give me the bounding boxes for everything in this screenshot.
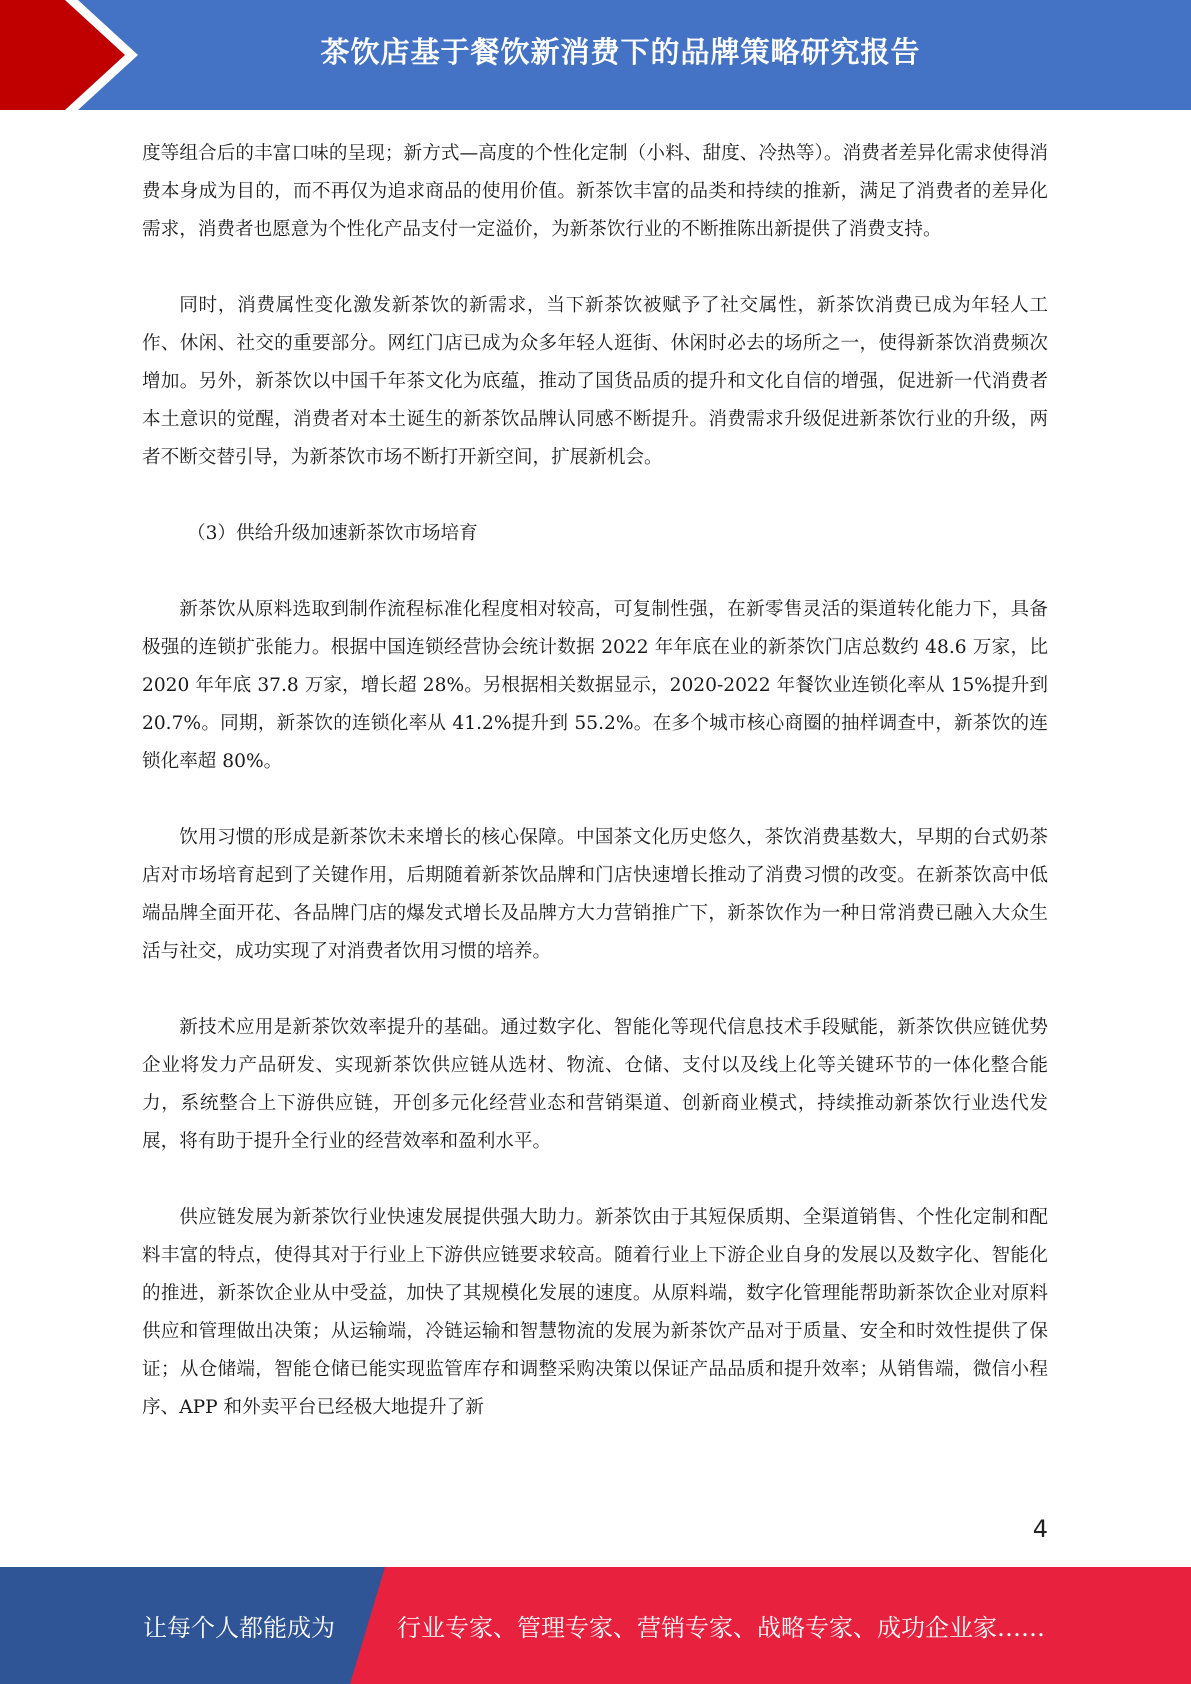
paragraph: 供应链发展为新茶饮行业快速发展提供强大助力。新茶饮由于其短保质期、全渠道销售、个性化定制和配料丰富的特点，使得其对于行业上下游供应链要求较高。随着行业上下游企业自身的发展以及数字化、智能化的推进，新茶饮企业从中受益，加快了其规模化发展的速度。从原料端，数字化管理能帮助新茶饮企业对原料供应和管理做出决策；从运输端，冷链运输和智慧物流的发展为新茶饮产品对于质量、安全和时效性提供了保证；从仓储端，智能仓储已能实现监管库存和调整采购决策以保证产品品质和提升效率；从销售端，微信小程序、APP 和外卖平台已经极大地提升了新 (142, 1207, 1048, 1418)
paragraph: 新茶饮从原料选取到制作流程标准化程度相对较高，可复制性强，在新零售灵活的渠道转化能力下，具备极强的连锁扩张能力。根据中国连锁经营协会统计数据 2022 年年底在业的新茶饮门店总数约 48.6 万家，比 2020 年年底 37.8 万家，增长超 28%。另根据相关数据显示，2020-2022 年餐饮业连锁化率从 15%提升到 20.7%。同期，新茶饮的连锁化率从 41.2%提升到 55.2%。在多个城市核心商圈的抽样调查中，新茶饮的连锁化率超 80%。 (142, 599, 1048, 772)
paragraph: 新技术应用是新茶饮效率提升的基础。通过数字化、智能化等现代信息技术手段赋能，新茶饮供应链优势企业将发力产品研发、实现新茶饮供应链从选材、物流、仓储、支付以及线上化等关键环节的一体化整合能力，系统整合上下游供应链，开创多元化经营业态和营销渠道、创新商业模式，持续推动新茶饮行业迭代发展，将有助于提升全行业的经营效率和盈利水平。 (142, 1017, 1048, 1152)
section-subheading: （3）供给升级加速新茶饮市场培育 (187, 523, 478, 544)
paragraph-continuation: 度等组合后的丰富口味的呈现；新方式—高度的个性化定制（小料、甜度、冷热等）。消费者差异化需求使得消费本身成为目的，而不再仅为追求商品的使用价值。新茶饮丰富的品类和持续的推新，满足了消费者的差异化需求，消费者也愿意为个性化产品支付一定溢价，为新茶饮行业的不断推陈出新提供了消费支持。 (142, 143, 1048, 240)
paragraph: 饮用习惯的形成是新茶饮未来增长的核心保障。中国茶文化历史悠久，茶饮消费基数大，早期的台式奶茶店对市场培育起到了关键作用，后期随着新茶饮品牌和门店快速增长推动了消费习惯的改变。在新茶饮高中低端品牌全面开花、各品牌门店的爆发式增长及品牌方大力营销推广下，新茶饮作为一种日常消费已融入大众生活与社交，成功实现了对消费者饮用习惯的培养。 (142, 827, 1048, 962)
page-footer (0, 1567, 1191, 1684)
footer-slogan-left: 让每个人都能成为 (143, 1614, 335, 1642)
page-number: 4 (1032, 1515, 1048, 1543)
document-body (142, 135, 1048, 1465)
paragraph: 同时，消费属性变化激发新茶饮的新需求，当下新茶饮被赋予了社交属性，新茶饮消费已成为年轻人工作、休闲、社交的重要部分。网红门店已成为众多年轻人逛街、休闲时必去的场所之一，使得新茶饮消费频次增加。另外，新茶饮以中国千年茶文化为底蕴，推动了国货品质的提升和文化自信的增强，促进新一代消费者本土意识的觉醒，消费者对本土诞生的新茶饮品牌认同感不断提升。消费需求升级促进新茶饮行业的升级，两者不断交替引导，为新茶饮市场不断打开新空间，扩展新机会。 (142, 295, 1048, 468)
document-title: 茶饮店基于餐饮新消费下的品牌策略研究报告 (320, 34, 921, 69)
footer-slogan-right: 行业专家、管理专家、营销专家、战略专家、成功企业家…… (397, 1614, 1045, 1642)
page-header (0, 0, 1191, 110)
header-chevron-logo (0, 0, 160, 110)
